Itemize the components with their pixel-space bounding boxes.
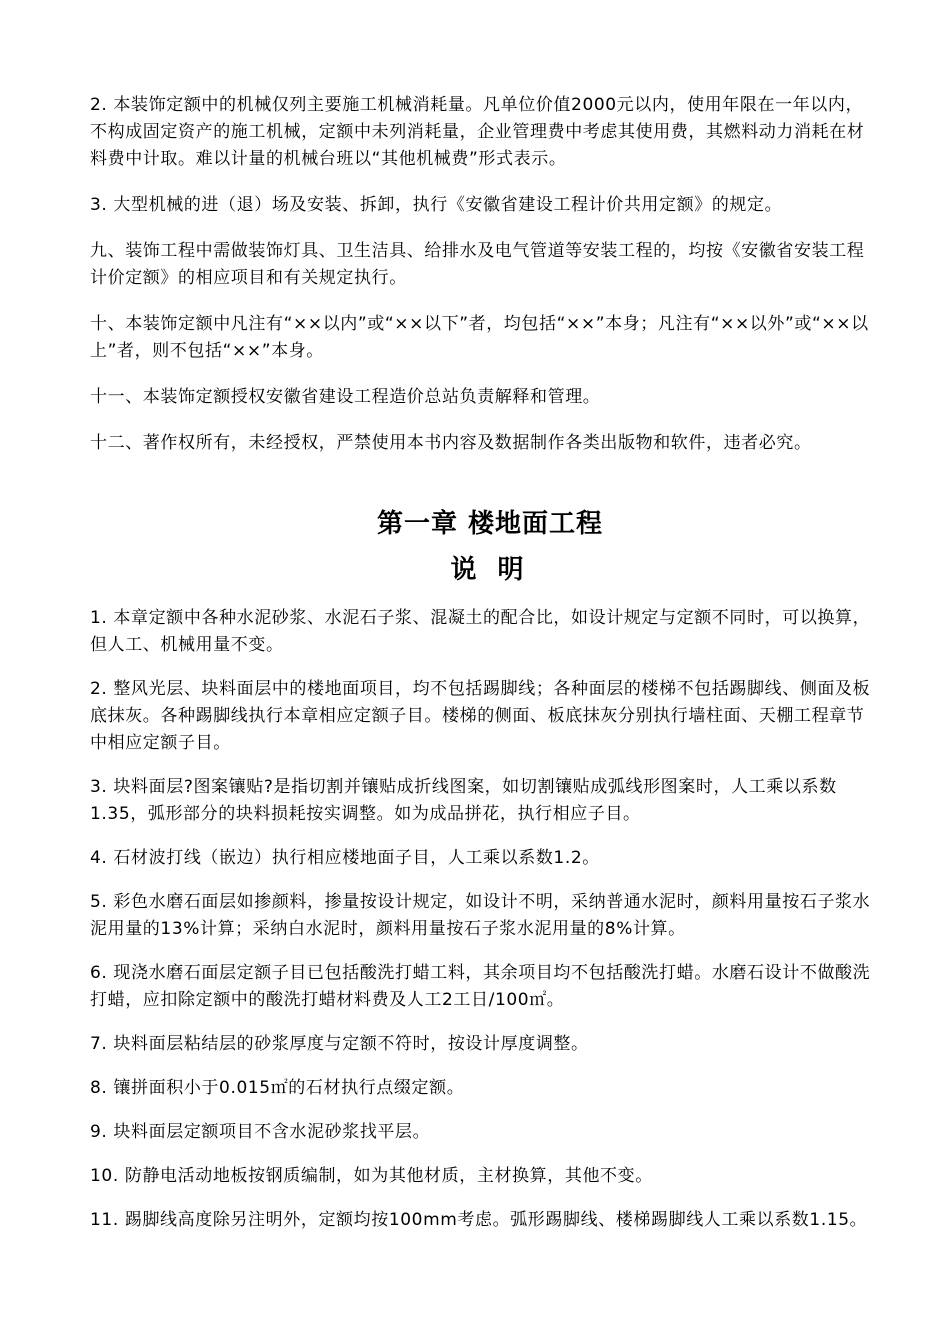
note-item: 11. 踢脚线高度除另注明外，定额均按100mm考虑。弧形踢脚线、楼梯踢脚线人工乘以系数1.15。 [90, 1210, 868, 1230]
note-item: 6. 现浇水磨石面层定额子目已包括酸洗打蜡工料，其余项目均不包括酸洗打蜡。水磨石设计不做酸洗打蜡，应扣除定额中的酸洗打蜡材料费及人工2工日/100㎡。 [90, 963, 871, 1010]
note-item: 8. 镶拼面积小于0.015㎡的石材执行点缀定额。 [90, 1078, 465, 1098]
note-item: 10. 防静电活动地板按钢质编制，如为其他材质，主材换算，其他不变。 [90, 1166, 653, 1186]
note-item: 4. 石材波打线（嵌边）执行相应楼地面子目，人工乘以系数1.2。 [90, 848, 600, 868]
note-item: 5. 彩色水磨石面层如掺颜料，掺量按设计规定，如设计不明，采纳普通水泥时，颜料用量按石子浆水泥用量的13%计算；采纳白水泥时，颜料用量按石子浆水泥用量的8%计算。 [90, 892, 871, 939]
note-item: 7. 块料面层粘结层的砂浆厚度与定额不符时，按设计厚度调整。 [90, 1034, 589, 1054]
intro-paragraph-within-limits: 十、本装饰定额中凡注有“××以内”或“××以下”者，均包括“××”本身；凡注有“××以外”或“××以上”者，则不包括“××”本身。 [90, 314, 869, 361]
intro-paragraph-large-machinery: 3. 大型机械的进（退）场及安装、拆卸，执行《安徽省建设工程计价共用定额》的规定。 [90, 195, 783, 215]
intro-paragraph-copyright: 十二、著作权所有，未经授权，严禁使用本书内容及数据制作各类出版物和软件，违者必究。 [90, 433, 812, 453]
note-item: 3. 块料面层?图案镶贴?是指切割并镶贴成折线图案，如切割镶贴成弧线形图案时，人工乘以系数1.35，弧形部分的块料损耗按实调整。如为成品拼花，执行相应子目。 [90, 777, 837, 824]
note-item: 1. 本章定额中各种水泥砂浆、水泥石子浆、混凝土的配合比，如设计规定与定额不同时，可以换算，但人工、机械用量不变。 [90, 608, 871, 655]
intro-paragraph-installation: 九、装饰工程中需做装饰灯具、卫生洁具、给排水及电气管道等安装工程的，均按《安徽省安装工程计价定额》的相应项目和有关规定执行。 [90, 241, 865, 288]
intro-paragraph-authority: 十一、本装饰定额授权安徽省建设工程造价总站负责解释和管理。 [90, 387, 601, 407]
note-item: 2. 整风光层、块料面层中的楼地面项目，均不包括踢脚线；各种面层的楼梯不包括踢脚线、侧面及板底抹灰。各种踢脚线执行本章相应定额子目。楼梯的侧面、板底抹灰分别执行墙柱面、天棚工程章节中相应定额子目。 [90, 679, 871, 753]
intro-section [90, 92, 872, 457]
note-item: 9. 块料面层定额项目不含水泥砂浆找平层。 [90, 1122, 431, 1142]
section-title: 说 明 [450, 555, 530, 585]
chapter-title: 第一章 楼地面工程 [376, 509, 604, 539]
intro-paragraph-machinery: 2. 本装饰定额中的机械仅列主要施工机械消耗量。凡单位价值2000元以内，使用年限在一年以内，不构成固定资产的施工机械，定额中未列消耗量，企业管理费中考虑其使用费，其燃料动力消耗在材料费中计取。难以计量的机械台班以“其他机械费”形式表示。 [90, 95, 865, 169]
notes-section [90, 605, 872, 1234]
